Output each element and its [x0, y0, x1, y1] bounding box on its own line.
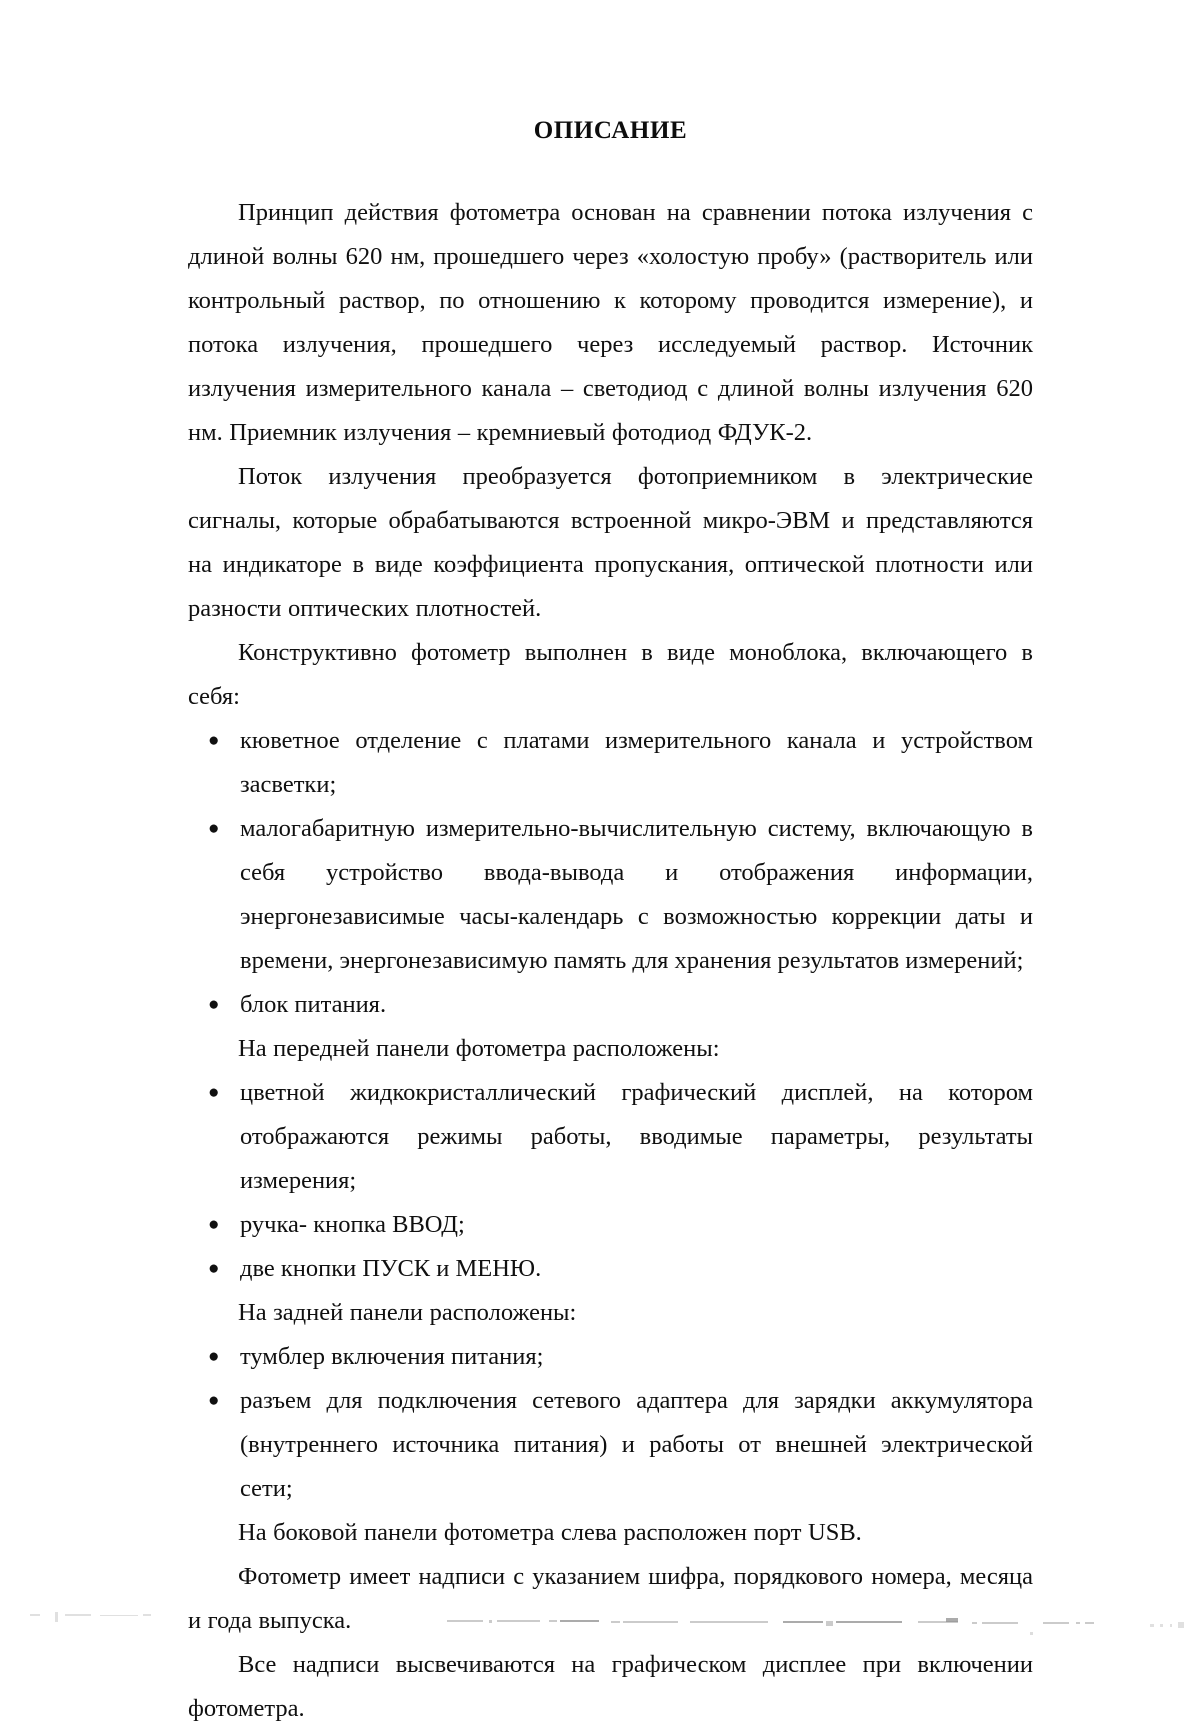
bullet-icon: ●	[208, 1082, 220, 1103]
list-item-label: разъем для подключения сетевого адаптера для зарядки аккумулятора (внутреннего источника питания) и работы от внешней электрической сети;	[240, 1387, 1033, 1502]
paragraph-principle-of-operation: Принцип действия фотометра основан на сравнении потока излучения с длиной волны 620 нм, прошедшего через «холостую пробу» (растворитель или контрольный раствор, по отношению к которому проводится измерение), и потока излучения, прошедшего через исследуемый раствор. Источник излучения измерительного канала – светодиод с длиной волны излучения 620 нм. Приемник излучения – кремниевый фотодиод ФДУК-2.	[188, 199, 1033, 446]
list-front-panel-controls	[188, 1071, 1033, 1291]
page-title: ОПИСАНИЕ	[533, 117, 688, 144]
paragraph-side-panel-usb: На боковой панели фотометра слева расположен порт USB.	[238, 1519, 862, 1546]
list-item	[188, 1203, 1033, 1247]
list-rear-panel-controls	[188, 1335, 1033, 1511]
bullet-icon: ●	[208, 1258, 220, 1279]
paragraph-front-panel-intro: На передней панели фотометра расположены:	[238, 1035, 720, 1062]
page-text-column	[188, 0, 1033, 1731]
list-item	[188, 983, 1033, 1027]
list-item	[188, 1247, 1033, 1291]
paragraph-monoblock-intro: Конструктивно фотометр выполнен в виде моноблока, включающего в себя:	[188, 639, 1033, 710]
paragraph-rear-panel-intro: На задней панели расположены:	[238, 1299, 577, 1326]
list-item-label: две кнопки ПУСК и МЕНЮ.	[240, 1255, 542, 1282]
list-item	[188, 1071, 1033, 1203]
list-item-label: малогабаритную измерительно-вычислительную систему, включающую в себя устройство ввода-вывода и отображения информации, энергонезависимые часы-календарь с возможностью коррекции даты и времени, энергонезависимую память для хранения результатов измерений;	[240, 815, 1033, 974]
list-item	[188, 1379, 1033, 1511]
list-item	[188, 1335, 1033, 1379]
scan-speck	[1030, 1632, 1033, 1635]
bullet-icon: ●	[208, 994, 220, 1015]
bullet-icon: ●	[208, 1214, 220, 1235]
list-monoblock-components	[188, 719, 1033, 1027]
document-body	[188, 191, 1033, 1731]
paragraph-display-labels: Все надписи высвечиваются на графическом дисплее при включении фотометра.	[188, 1651, 1033, 1722]
list-item-label: блок питания.	[240, 991, 387, 1018]
list-item-label: кюветное отделение с платами измерительного канала и устройством засветки;	[240, 727, 1033, 798]
bullet-icon: ●	[208, 730, 220, 751]
bullet-icon: ●	[208, 1390, 220, 1411]
paragraph-markings: Фотометр имеет надписи с указанием шифра, порядкового номера, месяца и года выпуска.	[188, 1563, 1033, 1634]
paragraph-signal-conversion: Поток излучения преобразуется фотоприемником в электрические сигналы, которые обрабатываются встроенной микро-ЭВМ и представляются на индикаторе в виде коэффициента пропускания, оптической плотности или разности оптических плотностей.	[188, 463, 1033, 622]
list-item-label: цветной жидкокристаллический графический дисплей, на котором отображаются режимы работы, вводимые параметры, результаты измерения;	[240, 1079, 1033, 1194]
bullet-icon: ●	[208, 818, 220, 839]
list-item-label: ручка- кнопка ВВОД;	[240, 1211, 465, 1238]
list-item	[188, 719, 1033, 807]
bullet-icon: ●	[208, 1346, 220, 1367]
list-item-label: тумблер включения питания;	[240, 1343, 544, 1370]
list-item	[188, 807, 1033, 983]
